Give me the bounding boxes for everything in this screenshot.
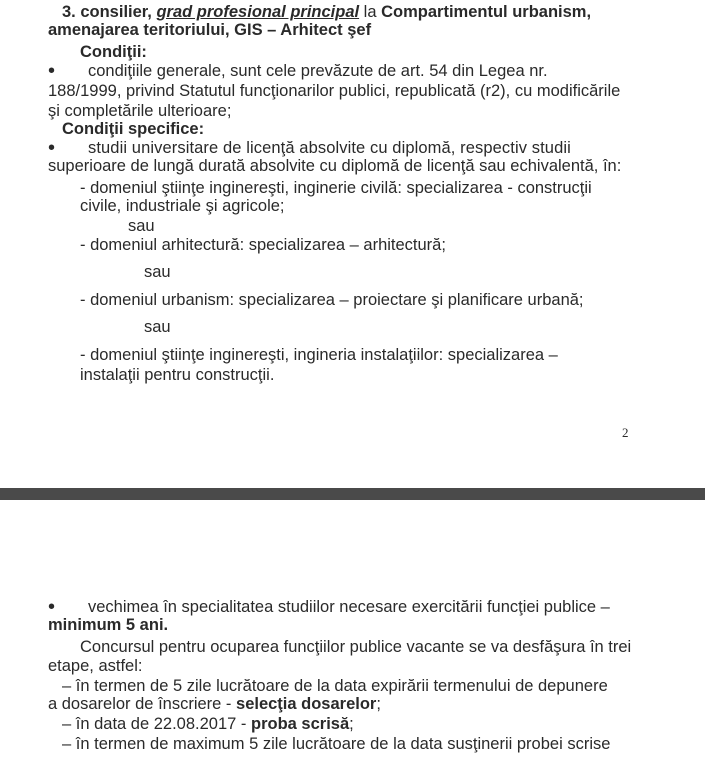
bullet-icon: • — [48, 60, 56, 82]
bullet-icon: • — [48, 596, 56, 618]
sau-separator: sau — [144, 318, 171, 336]
domain-urbanism: - domeniul urbanism: specializarea – proiectare şi planificare urbană; — [80, 291, 584, 309]
general-conditions-line1: condiţiile generale, sunt cele prevăzute de art. 54 din Legea nr. — [88, 62, 548, 80]
step3-line: – în termen de maximum 5 zile lucrătoare de la data susţinerii probei scrise — [62, 735, 611, 753]
conditii-title: Condiţii: — [80, 43, 147, 61]
domain-installations-line2: instalaţii pentru construcţii. — [80, 366, 275, 384]
specific-conditions-line1: studii universitare de licenţă absolvite cu diplomă, respectiv studii — [88, 139, 571, 157]
specific-conditions-line2: superioare de lungă durată absolvite cu diplomă de licenţă sau echivalentă, în: — [48, 157, 622, 175]
sau-separator: sau — [128, 217, 155, 235]
sau-separator: sau — [144, 263, 171, 281]
vechime-line2: minimum 5 ani. — [48, 616, 169, 634]
position-heading-line1: 3. consilier, grad profesional principal la Compartimentul urbanism, — [62, 3, 592, 21]
domain-civil-line2: civile, industriale şi agricole; — [80, 197, 285, 215]
bullet-icon: • — [48, 137, 56, 159]
step2-line: – în data de 22.08.2017 - proba scrisă; — [62, 715, 354, 733]
concurs-line1: Concursul pentru ocuparea funcţiilor publice vacante se va desfăşura în trei — [80, 638, 632, 656]
domain-architecture: - domeniul arhitectură: specializarea – arhitectură; — [80, 236, 446, 254]
general-conditions-line3: şi completările ulterioare; — [48, 102, 232, 120]
vechime-line1: vechimea în specialitatea studiilor necesare exercitării funcţiei publice – — [88, 598, 610, 616]
domain-installations-line1: - domeniul ştiinţe inginereşti, ingineria instalaţiilor: specializarea – — [80, 346, 558, 364]
document-page-2 — [0, 500, 705, 760]
domain-civil-line1: - domeniul ştiinţe inginereşti, inginerie civilă: specializarea - construcţii — [80, 179, 592, 197]
concurs-line2: etape, astfel: — [48, 657, 143, 675]
step1-line2: a dosarelor de înscriere - selecţia dosarelor; — [48, 695, 381, 713]
specific-conditions-title: Condiţii specifice: — [62, 120, 205, 138]
general-conditions-line2: 188/1999, privind Statutul funcţionarilor publici, republicată (r2), cu modificările — [48, 82, 621, 100]
position-heading-line2: amenajarea teritoriului, GIS – Arhitect şef — [48, 21, 372, 39]
page-separator — [0, 488, 705, 500]
step1-line1: – în termen de 5 zile lucrătoare de la data expirării termenului de depunere — [62, 677, 608, 695]
page-number: 2 — [622, 425, 629, 440]
